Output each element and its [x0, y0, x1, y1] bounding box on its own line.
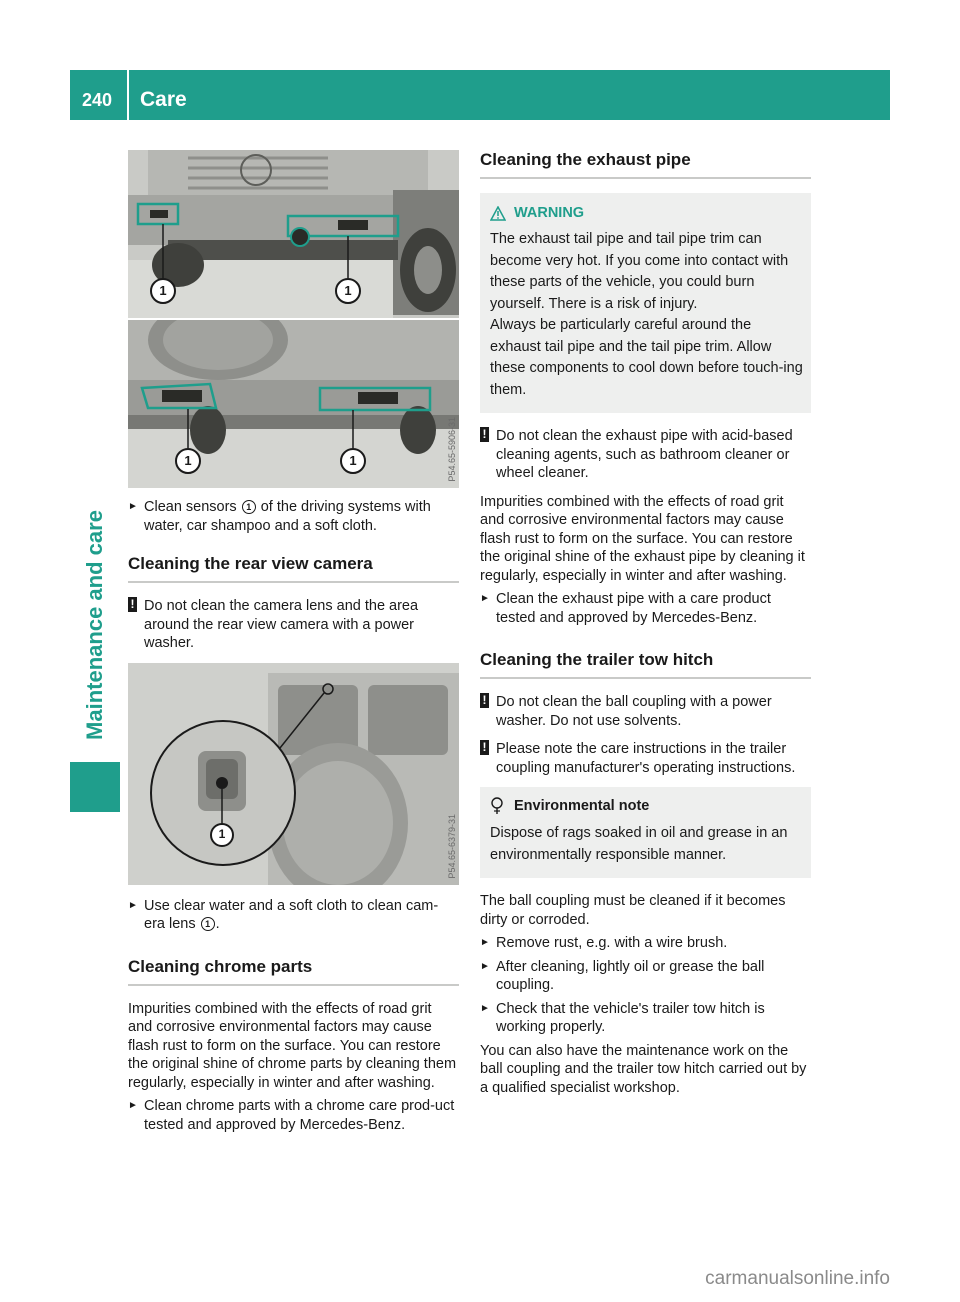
paragraph-exhaust: Impurities combined with the effects of road grit and corrosive environmental factors may cause flash rust to form on the surface. You can restore the original shine of the exhaust pipe by cleaning it regularly, especially in winter and after washing.	[480, 493, 805, 584]
exclamation-icon: !	[480, 693, 489, 708]
environmental-note-box	[480, 787, 811, 878]
paragraph-tow: The ball coupling must be cleaned if it becomes dirty or corroded.	[480, 893, 786, 928]
watermark[interactable]: carmanualsonline.info	[705, 1268, 890, 1289]
callout-1-camera: 1	[218, 826, 226, 841]
exclamation-icon: !	[480, 740, 489, 755]
page-title: Care	[140, 88, 187, 111]
callout-1-rear-right: 1	[349, 453, 357, 468]
paragraph-closing: You can also have the maintenance work on the ball coupling and the trailer tow hitch carried out by a qualified specialist workshop.	[480, 1042, 807, 1096]
side-tab-label: Maintenance and care	[82, 510, 107, 740]
front-bumper-illustration	[128, 150, 459, 318]
front-bumper-figure	[128, 150, 459, 318]
warning-box	[480, 193, 811, 413]
header-separator	[127, 70, 129, 120]
paragraph-chrome: Impurities combined with the effects of road grit and corrosive environmental factors may cause flash rust to form on the surface. You can restore the original shine of chrome parts by cleaning them regularly, especially in winter and after washing.	[128, 1000, 457, 1091]
step-clean-camera: ► Use clear water and a soft cloth to clean cam-era lens 1 .	[128, 897, 439, 932]
callout-1-rear-left: 1	[184, 453, 192, 468]
warning-text-2: Always be particularly careful around the exhaust tail pipe and the tail pipe trim. Allow these components to cool down before touch-ing them.	[490, 317, 803, 398]
arrow-icon: ►	[128, 501, 138, 512]
environmental-note-text: Dispose of rags soaked in oil and grease in an environmentally responsible manner.	[490, 825, 788, 863]
heading-trailer-tow-hitch: Cleaning the trailer tow hitch	[480, 650, 811, 679]
left-column	[128, 150, 459, 1139]
lightbulb-icon	[490, 797, 504, 815]
step-clean-sensors: ► Clean sensors 1 of the driving systems with water, car shampoo and a soft cloth.	[128, 499, 431, 534]
arrow-icon: ►	[128, 899, 138, 911]
callout-1-front-right: 1	[344, 283, 352, 298]
callout-1-front-left: 1	[159, 283, 167, 298]
arrow-icon: ►	[128, 1100, 138, 1111]
exclamation-icon: !	[128, 597, 137, 612]
step-check-hitch: ► Check that the vehicle's trailer tow hitch is working properly.	[480, 1000, 765, 1035]
arrow-icon: ►	[480, 593, 490, 604]
step-clean-chrome: ► Clean chrome parts with a chrome care prod-uct tested and approved by Mercedes-Benz.	[128, 1098, 455, 1133]
step-clean-exhaust: ► Clean the exhaust pipe with a care product tested and approved by Mercedes-Benz.	[480, 591, 771, 626]
notice-tow-1: ! Do not clean the ball coupling with a power washer. Do not use solvents.	[480, 693, 811, 730]
header-bar	[70, 70, 890, 120]
rear-bumper-illustration	[128, 320, 459, 488]
figure-code: P54.65-5906-31	[447, 417, 457, 482]
environmental-note-title: Environmental note	[490, 797, 803, 815]
arrow-icon: ►	[480, 960, 490, 972]
arrow-icon: ►	[480, 937, 490, 948]
right-column	[480, 150, 811, 1102]
notice-rear-camera: ! Do not clean the camera lens and the area around the rear view camera with a power washer.	[128, 597, 459, 653]
heading-rear-view-camera: Cleaning the rear view camera	[128, 554, 459, 583]
notice-exhaust: ! Do not clean the exhaust pipe with acid-based cleaning agents, such as bathroom cleaner or wheel cleaner.	[480, 427, 811, 483]
page-number: 240	[82, 90, 113, 110]
warning-title: WARNING	[490, 205, 803, 221]
side-tab	[70, 490, 120, 760]
callout-1-inline: 1	[201, 917, 215, 931]
notice-tow-2: ! Please note the care instructions in the trailer coupling manufacturer's operating instructions.	[480, 740, 811, 777]
rear-camera-figure	[128, 663, 459, 885]
heading-chrome-parts: Cleaning chrome parts	[128, 957, 459, 986]
warning-triangle-icon	[490, 206, 506, 221]
warning-text-1: The exhaust tail pipe and tail pipe trim can become very hot. If you come into contact with these parts of the vehicle, you could burn yourself. There is a risk of injury.	[490, 231, 789, 312]
figure-code-camera: P54.65-6379-31	[447, 813, 457, 879]
step-oil-grease: ► After cleaning, lightly oil or grease the ball coupling.	[480, 958, 765, 993]
rear-bumper-figure	[128, 320, 459, 488]
callout-1-inline: 1	[242, 500, 256, 514]
side-tab-block	[70, 762, 120, 812]
step-remove-rust: ► Remove rust, e.g. with a wire brush.	[480, 935, 728, 951]
exclamation-icon: !	[480, 427, 489, 442]
rear-camera-illustration	[128, 663, 459, 885]
heading-exhaust-pipe: Cleaning the exhaust pipe	[480, 150, 811, 179]
arrow-icon: ►	[480, 1002, 490, 1014]
